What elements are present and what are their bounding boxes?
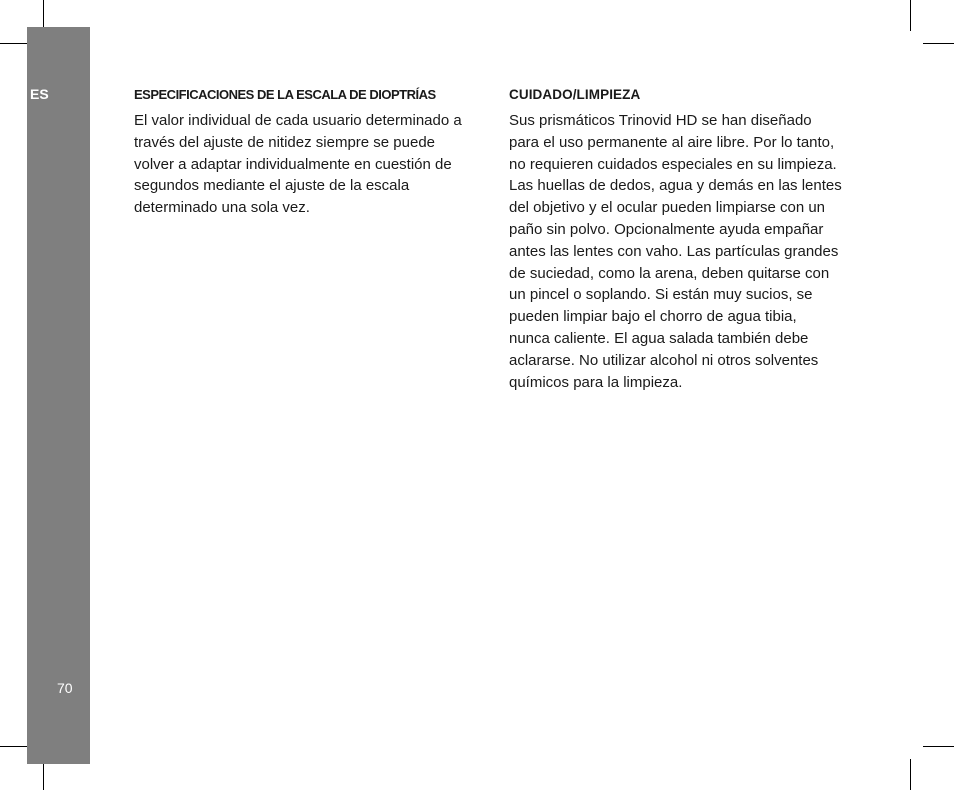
language-tag: ES [30, 86, 49, 102]
section-body-diopter [134, 110, 479, 219]
section-title-diopter: ESPECIFICACIONES DE LA ESCALA DE DIOPTRÍAS [134, 87, 436, 102]
text-line: pueden limpiar bajo el chorro de agua tibia, [509, 308, 797, 326]
text-line: Las huellas de dedos, agua y demás en las lentes [509, 177, 842, 195]
text-line: volver a adaptar individualmente en cuestión de [134, 155, 452, 173]
text-line: paño sin polvo. Opcionalmente ayuda empañar [509, 220, 824, 238]
crop-mark [923, 746, 954, 747]
crop-mark [910, 759, 911, 790]
text-line: para el uso permanente al aire libre. Por lo tanto, [509, 133, 835, 151]
crop-mark [910, 0, 911, 31]
text-line: Sus prismáticos Trinovid HD se han diseñado [509, 112, 812, 129]
sidebar-band [27, 27, 90, 764]
text-line: aclararse. No utilizar alcohol ni otros solventes [509, 351, 819, 369]
text-line: no requieren cuidados especiales en su limpieza. [509, 155, 837, 173]
text-line: segundos mediante el ajuste de la escala [134, 177, 410, 195]
text-line: antes las lentes con vaho. Las partículas grandes [509, 242, 839, 260]
section-title-care: CUIDADO/LIMPIEZA [509, 87, 641, 102]
text-line: través del ajuste de nitidez siempre se puede [134, 133, 436, 151]
left-column [134, 86, 479, 219]
text-line: determinado una sola vez. [134, 199, 310, 217]
text-line: nunca caliente. El agua salada también debe [509, 329, 809, 347]
text-line: El valor individual de cada usuario determinado a [134, 112, 462, 129]
text-line: de suciedad, como la arena, deben quitarse con [509, 264, 830, 282]
crop-mark [923, 43, 954, 44]
text-line: químicos para la limpieza. [509, 373, 683, 391]
section-body-care [509, 110, 854, 393]
text-line: un pincel o soplando. Si están muy sucios, se [509, 286, 813, 304]
right-column [509, 86, 854, 393]
text-line: del objetivo y el ocular pueden limpiarse con un [509, 199, 826, 217]
page-number: 70 [57, 680, 73, 696]
